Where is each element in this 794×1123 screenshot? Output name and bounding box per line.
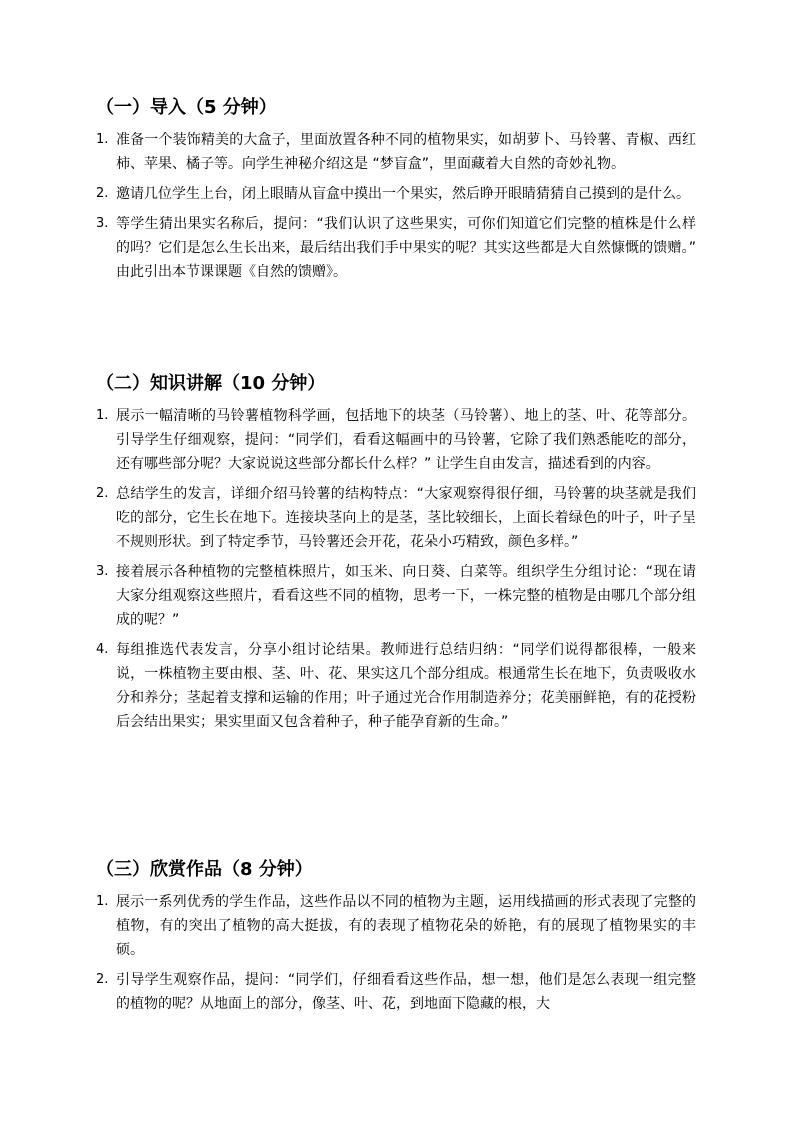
item-number: 2.	[96, 186, 109, 201]
item-number: 1.	[96, 408, 109, 423]
list-item	[96, 560, 696, 632]
list-item	[96, 890, 696, 962]
list-item	[96, 182, 696, 206]
item-text: 接着展示各种植物的完整植株照片，如玉米、向日葵、白菜等。组织学生分组讨论：“现在请大家分组观察这些照片，看看这些不同的植物，思考一下，一株完整的植物是由哪几个部分组成的呢？”	[116, 564, 696, 628]
item-number: 3.	[96, 216, 109, 231]
item-text: 等学生猜出果实名称后，提问：“我们认识了这些果实，可你们知道它们完整的植株是什么样的吗？它们是怎么生长出来，最后结出我们手中果实的呢？其实这些都是大自然慷慨的馈赠。” 由此引出本节课课题《自然的馈赠》。	[116, 216, 696, 280]
item-number: 1.	[96, 894, 109, 909]
list-item	[96, 212, 696, 284]
item-text: 展示一幅清晰的马铃薯植物科学画，包括地下的块茎（马铃薯）、地上的茎、叶、花等部分。引导学生仔细观察，提问：“同学们，看看这幅画中的马铃薯，它除了我们熟悉能吃的部分，还有哪些部分呢？大家说说这些部分都长什么样？” 让学生自由发言，描述看到的内容。	[116, 408, 696, 472]
list-item	[96, 404, 696, 476]
section-heading: （二）知识讲解（10 分钟）	[96, 373, 326, 394]
section-heading: （一）导入（5 分钟）	[96, 97, 277, 118]
section-appreciation	[96, 858, 696, 1022]
section-heading: （三）欣赏作品（8 分钟）	[96, 859, 313, 880]
item-number: 4.	[96, 642, 109, 657]
item-text: 总结学生的发言，详细介绍马铃薯的结构特点：“大家观察得很仔细，马铃薯的块茎就是我们吃的部分，它生长在地下。连接块茎向上的是茎，茎比较细长，上面长着绿色的叶子，叶子呈不规则形状。到了特定季节，马铃薯还会开花，花朵小巧精致，颜色多样。”	[116, 486, 696, 550]
section-knowledge	[96, 372, 696, 740]
item-text: 每组推选代表发言，分享小组讨论结果。教师进行总结归纳：“同学们说得都很棒，一般来说，一株植物主要由根、茎、叶、花、果实这几个部分组成。根通常生长在地下，负责吸收水分和养分；茎起着支撑和运输的作用；叶子通过光合作用制造养分；花美丽鲜艳，有的花授粉后会结出果实；果实里面又包含着种子，种子能孕育新的生命。”	[116, 642, 696, 730]
list-item	[96, 128, 696, 176]
item-text: 引导学生观察作品，提问：“同学们，仔细看看这些作品，想一想，他们是怎么表现一组完整的植物的呢？从地面上的部分，像茎、叶、花，到地面下隐藏的根，大	[116, 972, 696, 1012]
section-introduction	[96, 96, 696, 290]
item-number: 2.	[96, 972, 109, 987]
item-text: 邀请几位学生上台，闭上眼睛从盲盒中摸出一个果实，然后睁开眼睛猜猜自己摸到的是什么。	[116, 186, 690, 202]
item-number: 1.	[96, 132, 109, 147]
item-text: 展示一系列优秀的学生作品，这些作品以不同的植物为主题，运用线描画的形式表现了完整的植物，有的突出了植物的高大挺拔，有的表现了植物花朵的娇艳，有的展现了植物果实的丰硕。	[116, 894, 696, 958]
item-list	[96, 404, 696, 734]
item-number: 3.	[96, 564, 109, 579]
item-number: 2.	[96, 486, 109, 501]
item-list	[96, 128, 696, 284]
list-item	[96, 638, 696, 734]
item-list	[96, 890, 696, 1016]
list-item	[96, 482, 696, 554]
list-item	[96, 968, 696, 1016]
item-text: 准备一个装饰精美的大盒子，里面放置各种不同的植物果实，如胡萝卜、马铃薯、青椒、西红柿、苹果、橘子等。向学生神秘介绍这是 “梦盲盒”，里面藏着大自然的奇妙礼物。	[116, 132, 696, 172]
